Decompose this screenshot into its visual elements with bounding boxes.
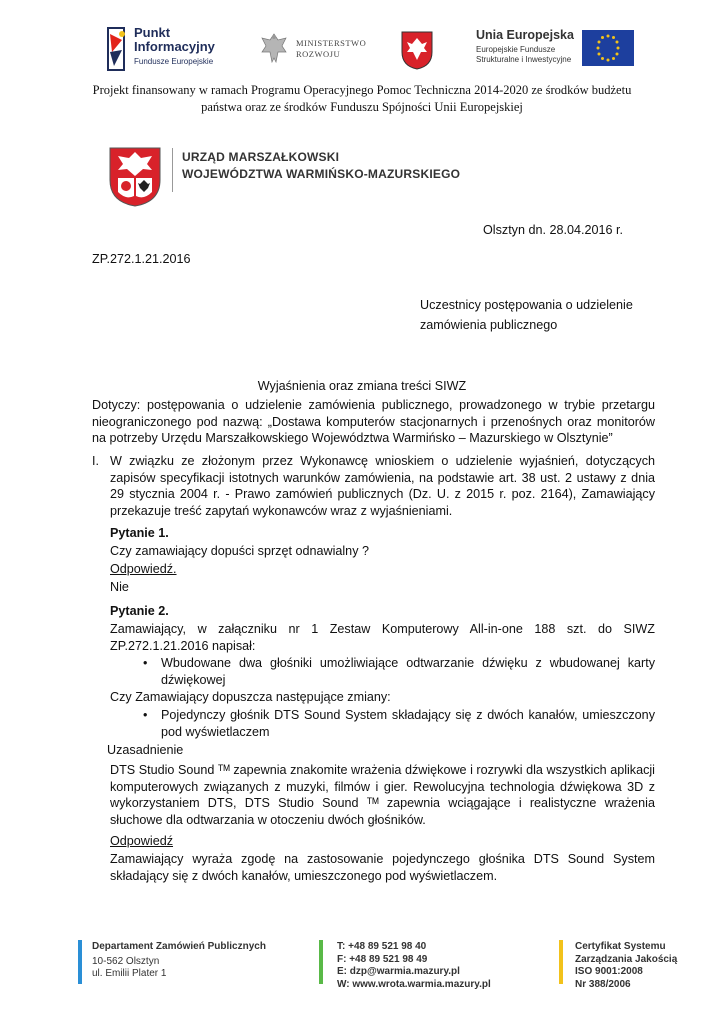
question-1-title: Pytanie 1. (110, 526, 169, 540)
answer-2-label: Odpowiedź (110, 834, 174, 848)
recipient-line1: Uczestnicy postępowania o udzielenie (420, 298, 633, 312)
contact-website[interactable]: W: www.wrota.warmia.mazury.pl (337, 978, 491, 990)
subject-paragraph: Dotyczy: postępowania o udzielenie zamówienia publicznego, prowadzonego w trybie przetargu nieograniczonego pod nazwą: „Dostawa komputerów stacjonarnych i przenośnych oraz monitorów na potrzeby Urzędu Marszałkowskiego Województwa Warmińsko – Mazurskiego w Olsztynie” (92, 398, 655, 445)
footer-certificate (575, 941, 677, 991)
eu-line2: Europejskie Fundusze (476, 45, 556, 54)
voivodeship-small-coat-of-arms-icon (400, 30, 434, 70)
certificate-line2: Zarządzania Jakością (575, 953, 678, 965)
change-question: Czy Zamawiający dopuszcza następujące zmiany: (110, 690, 391, 704)
answer-2-text: Zamawiający wyraża zgodę na zastosowanie pojedynczego głośnika DTS Sound System składający się z dwóch kanałów, umieszczonego pod wyświetlaczem. (110, 852, 655, 883)
bullet-1-text: Wbudowane dwa głośniki umożliwiające odtwarzanie dźwięku z wbudowanej karty dźwiękowej (161, 656, 655, 687)
bullet-icon: • (143, 708, 148, 722)
eagle-emblem-icon (258, 30, 290, 66)
department-name: Departament Zamówień Publicznych (92, 941, 266, 952)
footer-bar-green (319, 940, 323, 984)
contact-fax: F: +48 89 521 98 49 (337, 953, 428, 965)
office-line1: URZĄD MARSZAŁKOWSKI (182, 150, 340, 164)
justification-label: Uzasadnienie (107, 743, 184, 757)
punkt-line2: Informacyjny (134, 39, 215, 54)
punkt-line1: Punkt (134, 25, 171, 40)
office-divider (172, 148, 173, 192)
section-marker: I. (92, 454, 99, 468)
contact-phone: T: +48 89 521 98 40 (337, 941, 427, 952)
certificate-line3: ISO 9001:2008 (575, 966, 643, 977)
department-postal: 10-562 Olsztyn (92, 955, 160, 967)
contact-email[interactable]: E: dzp@warmia.mazury.pl (337, 966, 460, 977)
bullet-2-text: Pojedynczy głośnik DTS Sound System składający się z dwóch kanałów, umieszczony pod wyświetlaczem (161, 708, 655, 739)
question-2-text: Zamawiający, w załączniku nr 1 Zestaw Komputerowy All-in-one 188 szt. do SIWZ ZP.272.1.21.2016 napisał: (110, 622, 655, 653)
answer-1-label: Odpowiedź. (110, 562, 177, 576)
eu-logo (470, 28, 640, 72)
certificate-line4: Nr 388/2006 (575, 978, 631, 990)
punkt-informacyjny-logo (104, 26, 234, 74)
funding-statement (60, 82, 664, 116)
footer-bar-blue (78, 940, 82, 984)
recipient (420, 295, 633, 335)
recipient-line2: zamówienia publicznego (420, 318, 558, 332)
reference-number: ZP.272.1.21.2016 (92, 252, 191, 266)
place-date: Olsztyn dn. 28.04.2016 r. (483, 223, 624, 237)
justification-text: DTS Studio Sound ᵀᴹ zapewnia znakomite wrażenia dźwiękowe i rozrywki dla wszystkich aplikacji komputerowych związanych z muzyki, filmów i gier. Rewolucyjna technologia dźwiękowa 3D z wykorzystaniem DTS, DTS Studio Sound ᵀᴹ zapewnia wciągające i realistyczne wrażenia słuchowe dla odtwarzania w otoczeniu dwóch głośników. (110, 763, 655, 827)
ministry-line2: ROZWOJU (296, 49, 341, 59)
office-name (182, 149, 460, 183)
funding-line1: Projekt finansowany w ramach Programu Operacyjnego Pomoc Techniczna 2014-2020 ze środków budżetu (92, 83, 632, 97)
punkt-logo-icon (104, 26, 128, 72)
eu-line3: Strukturalne i Inwestycyjne (476, 55, 572, 64)
bullet-item-2 (143, 707, 655, 740)
answer-1-text: Nie (110, 580, 129, 594)
certificate-line1: Certyfikat Systemu (575, 941, 666, 952)
warmia-mazury-coat-of-arms-icon (108, 146, 162, 208)
bullet-icon: • (143, 656, 148, 670)
footer-department (92, 941, 266, 981)
bullet-item-1 (143, 655, 655, 688)
office-line2: WOJEWÓDZTWA WARMIŃSKO-MAZURSKIEGO (182, 167, 461, 181)
ministry-line1: MINISTERSTWO (296, 38, 367, 48)
section-intro: W związku ze złożonym przez Wykonawcę wnioskiem o udzielenie wyjaśnień, dotyczących zapisów specyfikacji istotnych warunków zamówienia, na podstawie art. 38 ust. 2 ustawy z dnia 29 stycznia 2004 r. - Prawo zamówień publicznych (Dz. U. z 2015 r. poz. 2164), Zamawiający przekazuje treść zapytań wykonawców wraz z wyjaśnieniami. (110, 454, 655, 518)
question-1-text: Czy zamawiający dopuści sprzęt odnawialny ? (110, 544, 369, 558)
footer-contact (337, 941, 491, 991)
punkt-line3: Fundusze Europejskie (134, 57, 214, 66)
ministry-logo (258, 30, 370, 70)
footer-bar-yellow (559, 940, 563, 984)
eu-line1: Unia Europejska (476, 28, 574, 42)
eu-flag-icon (582, 30, 634, 66)
document-title: Wyjaśnienia oraz zmiana treści SIWZ (257, 379, 467, 393)
funding-line2: państwa oraz ze środków Funduszu Spójności Unii Europejskiej (201, 100, 523, 114)
question-2-title: Pytanie 2. (110, 604, 169, 618)
department-street: ul. Emilii Plater 1 (92, 968, 167, 979)
